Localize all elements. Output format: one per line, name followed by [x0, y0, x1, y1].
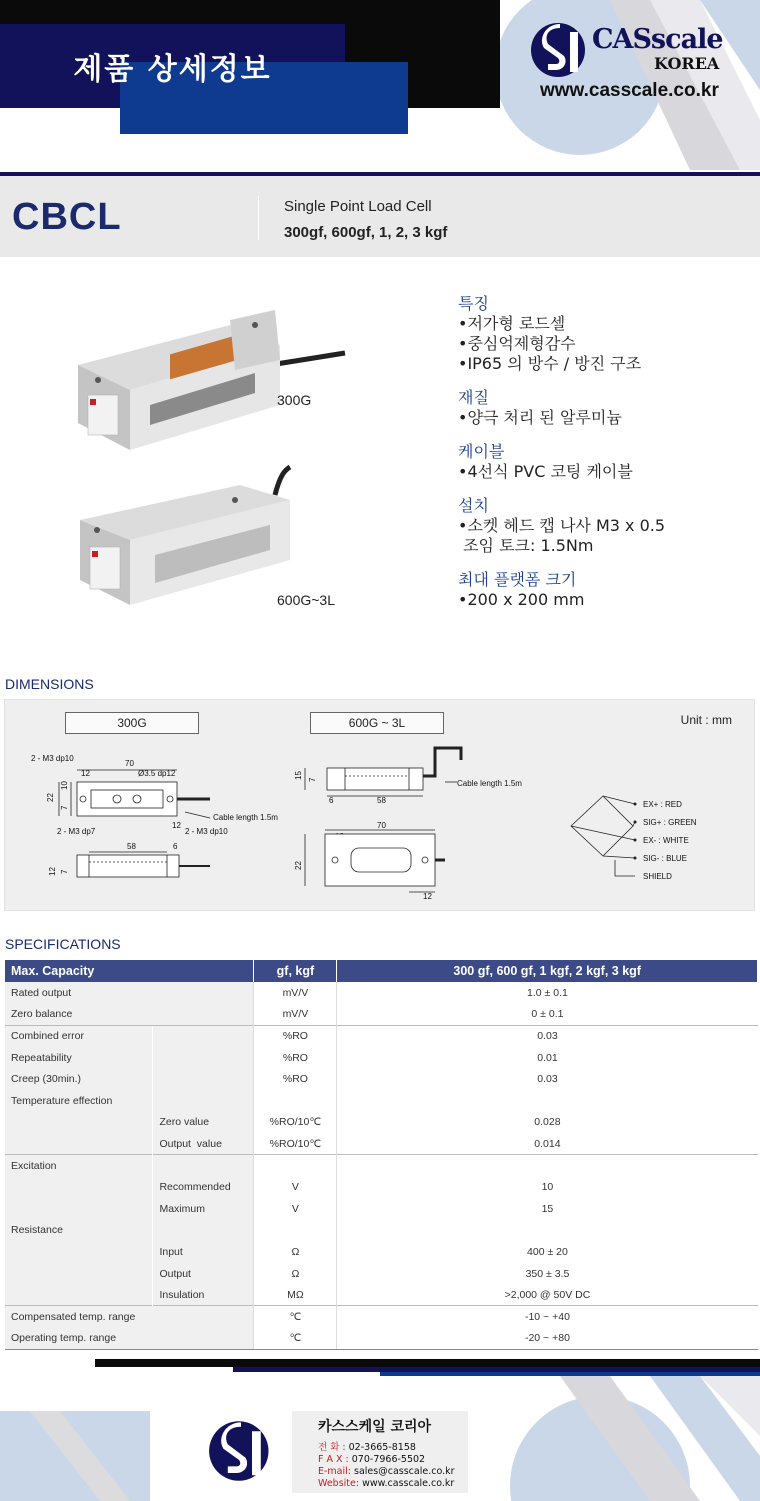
spec-sublabel	[153, 1047, 254, 1069]
band-divider	[258, 196, 259, 240]
spec-unit: mV/V	[254, 1004, 337, 1026]
table-row	[5, 1090, 758, 1112]
spec-unit: %RO/10℃	[254, 1133, 337, 1155]
footer-cas-logo-icon	[208, 1420, 274, 1482]
spec-unit: %RO	[254, 1025, 337, 1047]
footer-phone[interactable]: 02-3665-8158	[345, 1442, 416, 1453]
spec-label: Creep (30min.)	[5, 1068, 153, 1090]
d600-cable: Cable length 1.5m	[457, 779, 522, 788]
footer-web-label: Website:	[318, 1478, 360, 1489]
table-row	[5, 1133, 758, 1155]
spec-label	[5, 1176, 153, 1198]
spec-label	[5, 1112, 153, 1134]
spec-label: Repeatability	[5, 1047, 153, 1069]
spec-label: Operating temp. range	[5, 1328, 254, 1350]
dim-tab-600g: 600G ~ 3L	[310, 712, 444, 734]
spec-label	[5, 1284, 153, 1306]
load-cell-300g-image	[70, 305, 360, 480]
spec-label	[5, 1133, 153, 1155]
d600-h7: 7	[308, 777, 317, 782]
table-row	[5, 1068, 758, 1090]
feature-item: •IP65 의 방수 / 방진 구조	[458, 354, 642, 373]
d300-hole: Ø3.5 dp12	[138, 769, 176, 778]
spec-unit	[254, 1090, 337, 1112]
spec-value	[337, 1155, 758, 1177]
spec-value	[337, 1220, 758, 1242]
cas-logo-icon	[530, 22, 590, 78]
d600-w58: 58	[377, 796, 386, 805]
table-row	[5, 1155, 758, 1177]
footer-web-line	[318, 1478, 468, 1490]
spec-label	[5, 1198, 153, 1220]
d300-b12: 12	[172, 821, 181, 830]
dim-tab-300g: 300G	[65, 712, 199, 734]
footer-phone-line	[318, 1442, 468, 1454]
spec-sublabel: Output	[153, 1263, 254, 1285]
label-600g: 600G~3L	[277, 592, 335, 608]
spec-value: -10 ~ +40	[337, 1306, 758, 1328]
spec-label: Zero balance	[5, 1004, 254, 1026]
feature-item: •4선식 PVC 코팅 케이블	[458, 462, 633, 481]
table-row	[5, 1220, 758, 1242]
d600-b12: 12	[423, 892, 432, 901]
table-row	[5, 1004, 758, 1026]
specs-head-unit: gf, kgf	[254, 960, 337, 982]
spec-sublabel	[153, 1220, 254, 1242]
table-row	[5, 982, 758, 1004]
d300-w6: 6	[173, 842, 178, 851]
feature-heading: 재질	[458, 388, 489, 407]
spec-label: Temperature effection	[5, 1090, 153, 1112]
specs-title: SPECIFICATIONS	[5, 936, 121, 952]
spec-sublabel: Recommended	[153, 1176, 254, 1198]
table-row	[5, 1284, 758, 1306]
spec-value: 0.028	[337, 1112, 758, 1134]
spec-value	[337, 1090, 758, 1112]
d300-cable: Cable length 1.5m	[213, 813, 278, 822]
spec-unit: %RO	[254, 1047, 337, 1069]
footer-email-label: E-mail:	[318, 1466, 351, 1477]
footer-web[interactable]: www.casscale.co.kr	[359, 1478, 455, 1489]
table-row	[5, 1241, 758, 1263]
spec-sublabel	[153, 1068, 254, 1090]
brand-name: CASscale	[592, 24, 723, 55]
feature-heading: 특징	[458, 294, 489, 313]
d300-s12: 12	[48, 867, 57, 876]
table-row	[5, 1112, 758, 1134]
model-band	[0, 172, 760, 257]
feature-heading: 최대 플랫폼 크기	[458, 570, 577, 589]
d300-m3-dp7: 2 - M3 dp7	[57, 827, 96, 836]
spec-unit: mV/V	[254, 982, 337, 1004]
spec-value: 0 ± 0.1	[337, 1004, 758, 1026]
spec-sublabel	[153, 1155, 254, 1177]
feature-item: •200 x 200 mm	[458, 590, 585, 609]
spec-label	[5, 1263, 153, 1285]
specs-head-capacity: Max. Capacity	[5, 960, 254, 982]
spec-value: -20 ~ +80	[337, 1328, 758, 1350]
spec-unit: %RO/10℃	[254, 1112, 337, 1134]
spec-unit	[254, 1155, 337, 1177]
wire-ex-plus: EX+ : RED	[643, 800, 682, 809]
spec-label: Excitation	[5, 1155, 153, 1177]
spec-unit: Ω	[254, 1241, 337, 1263]
spec-sublabel: Input	[153, 1241, 254, 1263]
spec-value: 0.014	[337, 1133, 758, 1155]
brand-logo	[530, 20, 750, 105]
model-type: Single Point Load Cell	[284, 198, 432, 215]
d300-m3-top: 2 - M3 dp10	[31, 754, 74, 763]
spec-value: 0.03	[337, 1068, 758, 1090]
d300-a12: 12	[81, 769, 90, 778]
label-300g: 300G	[277, 392, 312, 408]
d600-len: 70	[377, 821, 386, 830]
page-title: 제품 상세정보	[73, 52, 272, 87]
model-name: CBCL	[12, 196, 122, 238]
table-row	[5, 1025, 758, 1047]
footer-email-line	[318, 1466, 468, 1478]
specs-head-row	[5, 960, 758, 982]
table-row	[5, 1198, 758, 1220]
spec-unit: %RO	[254, 1068, 337, 1090]
footer-fax-line	[318, 1454, 468, 1466]
table-row	[5, 1047, 758, 1069]
feature-item: •양극 처리 된 알루미늄	[458, 408, 622, 427]
spec-label: Compensated temp. range	[5, 1306, 254, 1328]
d300-m3-bot: 2 - M3 dp10	[185, 827, 228, 836]
d300-h10: 10	[60, 781, 69, 790]
spec-sublabel	[153, 1090, 254, 1112]
d300-s7: 7	[60, 869, 69, 874]
spec-unit: MΩ	[254, 1284, 337, 1306]
spec-sublabel: Maximum	[153, 1198, 254, 1220]
spec-sublabel	[153, 1025, 254, 1047]
d300-h22: 22	[46, 793, 55, 802]
spec-value: 1.0 ± 0.1	[337, 982, 758, 1004]
dimensions-panel	[4, 699, 755, 911]
spec-value: 0.01	[337, 1047, 758, 1069]
specs-table	[5, 960, 758, 1350]
spec-label: Rated output	[5, 982, 254, 1004]
spec-label: Resistance	[5, 1220, 153, 1242]
spec-sublabel: Output value	[153, 1133, 254, 1155]
footer-fax: 070-7966-5502	[348, 1454, 426, 1465]
dimensions-title: DIMENSIONS	[5, 676, 94, 692]
spec-unit: V	[254, 1176, 337, 1198]
brand-sub: KOREA	[654, 54, 720, 73]
table-row	[5, 1263, 758, 1285]
d600-h22: 22	[294, 861, 303, 870]
footer-company: 카스스케일 코리아	[318, 1419, 432, 1435]
wire-shield: SHIELD	[643, 872, 672, 881]
spec-unit: ℃	[254, 1306, 337, 1328]
table-row	[5, 1176, 758, 1198]
spec-unit: V	[254, 1198, 337, 1220]
d300-h7: 7	[60, 805, 69, 810]
spec-value: 0.03	[337, 1025, 758, 1047]
dimension-drawings	[5, 700, 756, 912]
product-section	[0, 280, 760, 660]
table-row	[5, 1306, 758, 1328]
feature-heading: 설치	[458, 496, 489, 515]
wire-ex-minus: EX- : WHITE	[643, 836, 689, 845]
features-list	[458, 294, 758, 610]
spec-value: >2,000 @ 50V DC	[337, 1284, 758, 1306]
d600-h15: 15	[294, 771, 303, 780]
d300-len: 70	[125, 759, 134, 768]
d300-w58: 58	[127, 842, 136, 851]
wire-sig-plus: SIG+ : GREEN	[643, 818, 697, 827]
spec-value: 10	[337, 1176, 758, 1198]
feature-heading: 케이블	[458, 442, 505, 461]
page-header	[0, 0, 760, 170]
footer-contact-card	[292, 1411, 468, 1493]
header-url[interactable]: www.casscale.co.kr	[540, 80, 719, 101]
wire-sig-minus: SIG- : BLUE	[643, 854, 688, 863]
spec-unit: Ω	[254, 1263, 337, 1285]
footer-bar-black	[95, 1359, 760, 1367]
specs-head-values: 300 gf, 600 gf, 1 kgf, 2 kgf, 3 kgf	[337, 960, 758, 982]
spec-value: 15	[337, 1198, 758, 1220]
spec-unit: ℃	[254, 1328, 337, 1350]
spec-unit	[254, 1220, 337, 1242]
model-capacities: 300gf, 600gf, 1, 2, 3 kgf	[284, 224, 448, 241]
table-row	[5, 1328, 758, 1350]
d600-w6: 6	[329, 796, 334, 805]
footer-fax-label: F A X :	[318, 1454, 349, 1465]
feature-item: •저가형 로드셀	[458, 314, 566, 333]
dim-unit: Unit : mm	[680, 713, 732, 727]
spec-value: 400 ± 20	[337, 1241, 758, 1263]
spec-value: 350 ± 3.5	[337, 1263, 758, 1285]
footer-phone-label: 전 화 :	[318, 1442, 346, 1453]
spec-sublabel: Insulation	[153, 1284, 254, 1306]
feature-item: 조임 토크: 1.5Nm	[458, 536, 594, 555]
feature-item: •소켓 헤드 캡 나사 M3 x 0.5	[458, 516, 666, 535]
spec-sublabel: Zero value	[153, 1112, 254, 1134]
feature-item: •중심억제형감수	[458, 334, 576, 353]
footer-email[interactable]: sales@casscale.co.kr	[351, 1466, 455, 1477]
spec-label: Combined error	[5, 1025, 153, 1047]
spec-label	[5, 1241, 153, 1263]
